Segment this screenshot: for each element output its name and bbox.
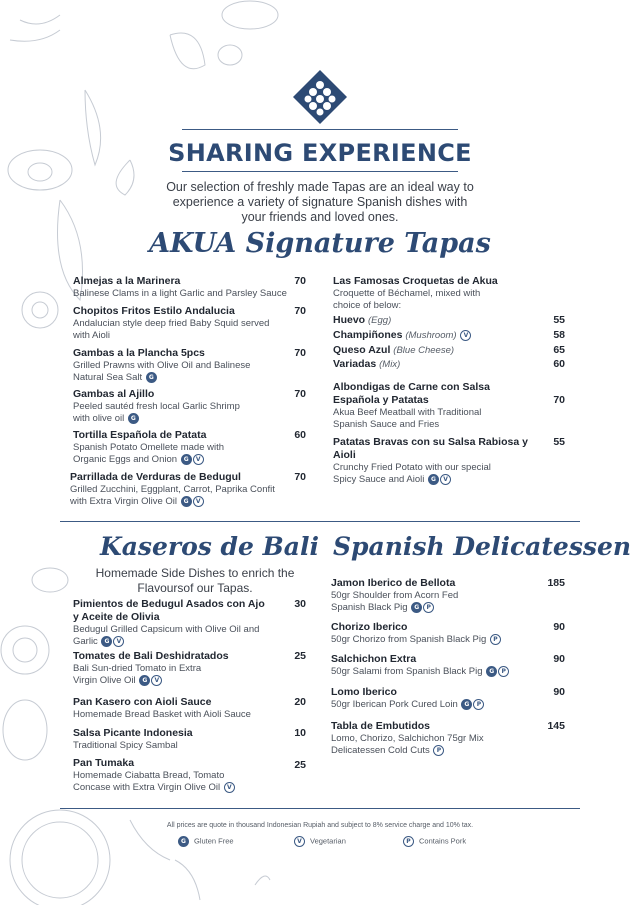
item-name: Pan Tumaka (73, 757, 135, 769)
vegetarian-icon: V (193, 496, 204, 507)
menu-item (73, 727, 273, 752)
option-price: 55 (553, 314, 565, 326)
menu-item (73, 275, 298, 300)
pork-icon: P (498, 666, 509, 677)
item-name: Jamon Iberico de Bellota (331, 577, 456, 589)
option-note: (Blue Cheese) (393, 345, 455, 356)
citrus-sketch-icon (22, 292, 58, 328)
herb-sketch-icon (10, 15, 60, 41)
menu-item (331, 720, 506, 757)
item-price: 25 (294, 759, 306, 771)
item-name: Parrillada de Verduras de Bedugul (70, 471, 241, 483)
item-price: 90 (553, 621, 565, 633)
menu-item (73, 757, 253, 794)
menu-item (73, 598, 268, 648)
vegetarian-icon: V (224, 782, 235, 793)
item-name: Albondigas de Carne con Salsa Española y Patatas (333, 381, 490, 406)
menu-item-croquetas (333, 275, 503, 312)
item-name: Pan Kasero con Aioli Sauce (73, 696, 212, 708)
item-price: 90 (553, 686, 565, 698)
gluten-free-icon: G (128, 413, 139, 424)
signature-tapas-heading: AKUA Signature Tapas (149, 228, 491, 259)
item-description: 50gr Shoulder from Acorn Fed Spanish Black Pig (331, 590, 459, 614)
pork-icon: P (490, 634, 501, 645)
item-name: Tomates de Bali Deshidratados (73, 650, 229, 662)
menu-item (73, 347, 253, 384)
avocado-half-sketch-icon (3, 700, 47, 760)
vegetarian-icon: V (113, 636, 124, 647)
item-description: Bedugul Grilled Capsicum with Olive Oil and Garlic (73, 624, 260, 648)
croqueta-option (333, 358, 400, 370)
item-name: Lomo Iberico (331, 686, 397, 698)
option-name: Queso Azul (333, 344, 391, 356)
legend-vegetarian (293, 836, 346, 847)
item-price: 70 (294, 275, 306, 287)
menu-item (73, 696, 273, 721)
item-name: Gambas a la Plancha 5pcs (73, 347, 205, 359)
item-description: Spanish Potato Omellete made with Organic Eggs and Onion (73, 442, 225, 466)
legend-label: Contains Pork (419, 836, 467, 846)
vegetarian-icon: V (193, 454, 204, 465)
menu-item (331, 653, 521, 678)
legend-label: Gluten Free (194, 836, 234, 846)
pork-icon: P (473, 699, 484, 710)
legend-label: Vegetarian (310, 836, 346, 846)
item-price: 70 (294, 471, 306, 483)
item-description: Traditional Spicy Sambal (73, 740, 178, 751)
gluten-free-icon: G (146, 372, 157, 383)
menu-item (331, 577, 506, 614)
gluten-free-icon: G (139, 675, 150, 686)
item-price: 25 (294, 650, 306, 662)
kaseros-heading: Kaseros de Bali (100, 532, 319, 561)
gluten-free-icon: G (181, 496, 192, 507)
item-price: 90 (553, 653, 565, 665)
item-description: Homemade Ciabatta Bread, Tomato Concase with Extra Virgin Olive Oil (73, 770, 225, 794)
gluten-free-icon: G (486, 666, 497, 677)
item-name: Almejas a la Marinera (73, 275, 181, 287)
olive-sketch-icon (32, 568, 68, 592)
option-note: (Egg) (368, 315, 392, 326)
menu-item (73, 429, 248, 466)
item-price: 70 (294, 305, 306, 317)
option-name: Variadas (333, 358, 377, 370)
mushroom-sketch-icon (218, 45, 242, 65)
menu-item (331, 621, 521, 646)
pork-icon: P (423, 602, 434, 613)
option-name: Huevo (333, 314, 366, 326)
item-price: 185 (547, 577, 565, 589)
item-name: Salsa Picante Indonesia (73, 727, 193, 739)
item-description: Akua Beef Meatball with Traditional Spanish Sauce and Fries (333, 407, 482, 430)
section-divider (60, 521, 580, 522)
legend-gluten-free (177, 836, 234, 847)
menu-item (73, 388, 258, 425)
item-name: Tabla de Embutidos (331, 720, 430, 732)
croqueta-option (333, 344, 454, 356)
item-description: Andalucian style deep fried Baby Squid served with Aioli (73, 318, 270, 341)
item-price: 145 (547, 720, 565, 732)
item-name: Gambas al Ajillo (73, 388, 155, 400)
item-description: Croquette of Béchamel, mixed with choice of below: (333, 288, 481, 311)
item-price: 10 (294, 727, 306, 739)
item-description: 50gr Chorizo from Spanish Black Pig (331, 634, 487, 646)
legend-pork (402, 836, 466, 847)
gluten-free-icon: G (461, 699, 472, 710)
option-price: 58 (553, 329, 565, 341)
menu-item (333, 381, 503, 431)
item-name: Salchichon Extra (331, 653, 417, 665)
gluten-free-icon: G (181, 454, 192, 465)
vegetarian-icon: V (460, 330, 471, 341)
croqueta-option (333, 314, 391, 326)
gluten-free-icon: G (411, 602, 422, 613)
option-name: Champiñones (333, 329, 403, 341)
item-price: 70 (553, 394, 565, 406)
item-price: 70 (294, 347, 306, 359)
item-price: 30 (294, 598, 306, 610)
footer-divider (60, 808, 580, 809)
menu-item (73, 650, 248, 687)
shrimp-sketch-icon (170, 33, 205, 69)
item-description: Grilled Prawns with Olive Oil and Balinese Natural Sea Salt (73, 360, 251, 384)
item-description: Peeled sautéd fresh local Garlic Shrimp with olive oil (73, 401, 240, 425)
gluten-free-icon: G (428, 474, 439, 485)
vegetarian-icon: V (294, 836, 305, 847)
option-note: (Mix) (379, 359, 401, 370)
menu-item (331, 686, 521, 711)
item-description: Bali Sun-dried Tomato in Extra Virgin Olive Oil (73, 663, 202, 687)
gluten-free-icon: G (101, 636, 112, 647)
item-price: 60 (294, 429, 306, 441)
item-description: Crunchy Fried Potato with our special Spicy Sauce and Aioli (333, 462, 491, 486)
option-note: (Mushroom) (405, 330, 457, 341)
item-price: 20 (294, 696, 306, 708)
croqueta-option (333, 329, 471, 341)
item-name: Las Famosas Croquetas de Akua (333, 275, 498, 287)
vegetarian-icon: V (440, 474, 451, 485)
item-description: Balinese Clams in a light Garlic and Parsley Sauce (73, 288, 287, 299)
price-note: All prices are quote in thousand Indonesian Rupiah and subject to 8% service charge and 10% tax. (166, 822, 474, 829)
menu-item (73, 305, 273, 342)
item-description: 50gr Iberican Pork Cured Loin (331, 699, 458, 711)
item-description: 50gr Salami from Spanish Black Pig (331, 666, 483, 678)
vegetarian-icon: V (151, 675, 162, 686)
pork-icon: P (433, 745, 444, 756)
item-description: Lomo, Chorizo, Salchichon 75gr Mix Delicatessen Cold Cuts (331, 733, 484, 757)
menu-item (70, 471, 285, 508)
delicatessen-heading: Spanish Delicatessen (333, 532, 632, 561)
option-price: 65 (553, 344, 565, 356)
item-description: Homemade Bread Basket with Aioli Sauce (73, 709, 251, 720)
restaurant-logo (293, 70, 347, 124)
lemon-slice-sketch-icon (1, 626, 49, 674)
option-price: 60 (553, 358, 565, 370)
title-bottom-rule (182, 171, 458, 172)
item-price: 70 (294, 388, 306, 400)
item-name: Chopitos Fritos Estilo Andalucia (73, 305, 235, 317)
intro-text: Our selection of freshly made Tapas are an ideal way to experience a variety of signature Spanish dishes with your friends and loved ones. (166, 180, 474, 224)
item-description: Grilled Zucchini, Eggplant, Carrot, Paprika Confit with Extra Virgin Olive Oil (70, 484, 275, 508)
kaseros-subtitle: Homemade Side Dishes to enrich the Flavoursof our Tapas. (95, 566, 295, 595)
item-name: Patatas Bravas con su Salsa Rabiosa y Aioli (333, 436, 528, 461)
gluten-free-icon: G (178, 836, 189, 847)
pork-icon: P (403, 836, 414, 847)
menu-item (333, 436, 548, 486)
title-top-rule (182, 129, 458, 130)
item-price: 55 (553, 436, 565, 448)
item-name: Tortilla Española de Patata (73, 429, 207, 441)
item-name: Pimientos de Bedugul Asados con Ajo y Aceite de Olivia (73, 598, 265, 623)
pizza-sketch-icon (222, 1, 278, 29)
page-title: SHARING EXPERIENCE (168, 139, 472, 167)
pepper-sketch-icon (175, 860, 200, 900)
item-name: Chorizo Iberico (331, 621, 408, 633)
